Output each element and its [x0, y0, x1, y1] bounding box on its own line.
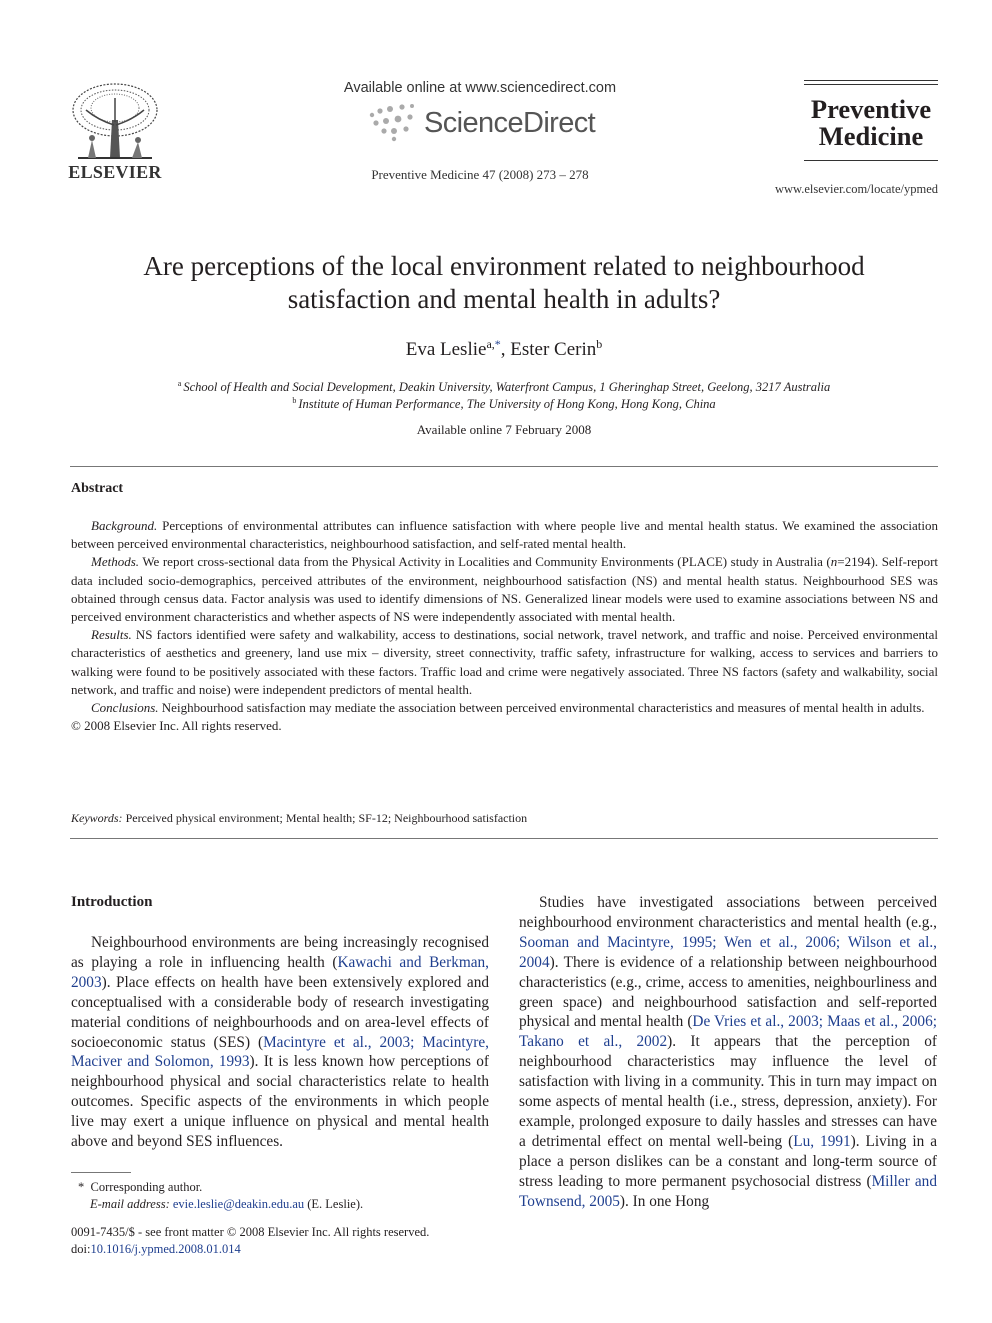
- doi-label: doi:: [71, 1242, 91, 1256]
- affiliation-a: [80, 379, 928, 395]
- abstract-label: Background.: [91, 518, 158, 533]
- affiliation-mark: a: [177, 379, 182, 388]
- keywords: [71, 811, 527, 826]
- affiliation-b: [80, 396, 928, 412]
- body-text: Neighbourhood environments are being increasingly recognised as playing a role in influencing health (: [71, 934, 489, 971]
- journal-url[interactable]: www.elsevier.com/locate/ypmed: [774, 182, 938, 196]
- footnote-mark: *: [78, 1180, 85, 1194]
- article-title-line1: Are perceptions of the local environment related to neighbourhood: [143, 251, 865, 281]
- footnote-rule: [71, 1172, 131, 1173]
- abstract-conclusions: [71, 699, 938, 717]
- keywords-list: Perceived physical environment; Mental health; SF-12; Neighbourhood satisfaction: [125, 811, 528, 825]
- body-text: ). Place effects on health have been extensively explored and conceptualised with a considerable body of research investigating material conditions of neighbourhoods and on area-level effects of socioeconomic status (SES) (: [71, 973, 489, 1051]
- abstract-background: [71, 517, 938, 553]
- body-text: ). It is less known how perceptions of neighbourhood physical and social characteristics relate to health outcomes. Specific aspects of the environments in which people live may exert a unique influence on physical and mental health above and beyond SES influences.: [71, 1053, 489, 1151]
- abstract-methods: [71, 553, 938, 626]
- column-left: [71, 933, 489, 1152]
- section-heading-introduction: Introduction: [71, 894, 153, 910]
- affiliation-text: Institute of Human Performance, The University of Hong Kong, Hong Kong, China: [298, 397, 716, 411]
- affiliation-text: School of Health and Social Development, Deakin University, Waterfront Campus, 1 Gheringhap Street, Geelong, 3217 Australia: [183, 380, 831, 394]
- affiliation-mark: b: [292, 396, 297, 405]
- column-right: [519, 893, 937, 1212]
- journal-title: [804, 96, 938, 150]
- publisher-name: ELSEVIER: [68, 162, 162, 182]
- sciencedirect-wordmark: ScienceDirect: [424, 107, 596, 139]
- article-title-line2: satisfaction and mental health in adults?: [287, 284, 721, 314]
- journal-title-line2: Medicine: [818, 121, 924, 151]
- issn-footer: [71, 1224, 429, 1258]
- abstract-text: =2194). Self-report data included socio-demographics, perceived attributes of the environment, neighbourhood satisfaction (NS) and mental health status. Neighbourhood SES was obtained through census data. Factor analysis was used to identify dimensions of NS. Generalized linear models were used to examine associations between NS and perceived environment characteristics and whether aspects of NS were independently associated with mental health.: [71, 554, 939, 625]
- journal-rule-top-2: [804, 84, 938, 85]
- abstract-label: Conclusions.: [91, 700, 159, 716]
- body-text: ). Living in a place a person dislikes can be a constant and long-term source of stress leading to more permanent psychosocial distress (: [519, 1132, 937, 1190]
- abstract-text: Perceptions of environmental attributes can influence satisfaction with where people live and mental health status. We examined the association between perceived environmental characteristics, neighbourhood satisfaction, and self-rated mental health.: [71, 518, 938, 552]
- journal-citation: Preventive Medicine 47 (2008) 273 – 278: [371, 167, 589, 182]
- body-text: ). In one Hong: [619, 1192, 710, 1210]
- author-affiliation-mark: a,: [486, 337, 495, 351]
- doi-link[interactable]: 10.1016/j.ypmed.2008.01.014: [90, 1242, 241, 1256]
- journal-title-line1: Preventive: [810, 94, 932, 124]
- author-name[interactable]: Ester Cerin: [510, 339, 597, 360]
- body-text: Studies have investigated associations between perceived neighbourhood environment characteristics and mental health (e.g.,: [519, 894, 937, 931]
- abstract-rule-top: [70, 466, 938, 467]
- abstract-results: [71, 626, 938, 699]
- email-owner: (E. Leslie).: [307, 1197, 364, 1211]
- keywords-label: Keywords:: [71, 811, 123, 825]
- footnote-text: Corresponding author.: [90, 1180, 203, 1194]
- article-title: [80, 250, 928, 316]
- corresponding-author-mark[interactable]: *: [494, 337, 501, 351]
- sciencedirect-logo: [364, 101, 596, 143]
- abstract-copyright: © 2008 Elsevier Inc. All rights reserved.: [71, 718, 282, 734]
- abstract-rule-bottom: [70, 838, 938, 839]
- journal-rule-bottom: [804, 160, 938, 161]
- citation-link[interactable]: Lu, 1991: [793, 1132, 851, 1150]
- author-list: Eva Leslie$^{a,*}$, Ester Cerin$^b$: [405, 337, 603, 360]
- body-text: ). There is evidence of a relationship between neighbourhood characteristics (e.g., crime, access to amenities, neighbourliness and green space) and neighbourhood satisfaction and self-reported physical and mental health (: [519, 953, 937, 1031]
- sample-size-symbol: n: [830, 554, 838, 570]
- journal-rule-top: [804, 80, 938, 81]
- available-online-banner[interactable]: Available online at www.sciencedirect.com: [343, 80, 617, 96]
- abstract-heading: Abstract: [71, 481, 124, 496]
- citation-link[interactable]: Miller and Townsend, 2005: [519, 1172, 937, 1210]
- abstract-text: Neighbourhood satisfaction may mediate the association between perceived environmental characteristics and measures of mental health in adults.: [161, 700, 925, 716]
- email-link[interactable]: evie.leslie@deakin.edu.au: [172, 1197, 305, 1211]
- email-label: E-mail address:: [90, 1197, 170, 1211]
- abstract-label: Results.: [91, 627, 132, 643]
- body-text: ). It appears that the perception of neighbourhood characteristics may influence the level of satisfaction with living in a community. This in turn may impact on some aspects of mental health (i.e., stress, depression, anxiety). For example, prolonged exposure to daily hassles and stresses can have a detrimental effect on mental well-being (: [519, 1033, 937, 1150]
- footnote-corresponding: [78, 1179, 363, 1213]
- sciencedirect-dots-icon: [364, 101, 424, 143]
- intro-paragraph-1: [71, 933, 489, 1152]
- intro-paragraph-2: [519, 893, 937, 1212]
- citation-link[interactable]: De Vries et al., 2003; Maas et al., 2006; Takano et al., 2002: [519, 1013, 937, 1051]
- abstract-text: We report cross-sectional data from the Physical Activity in Localities and Community Environments (PLACE) study in Australia (: [142, 554, 831, 570]
- citation-link[interactable]: Macintyre et al., 2003; Macintyre, Maciver and Solomon, 1993: [71, 1033, 489, 1071]
- abstract-label: Methods.: [91, 554, 140, 570]
- citation-link[interactable]: Kawachi and Berkman, 2003: [71, 953, 489, 991]
- citation-link[interactable]: Sooman and Macintyre, 1995; Wen et al., 2006; Wilson et al., 2004: [519, 933, 937, 971]
- available-online-date: Available online 7 February 2008: [416, 422, 592, 437]
- issn-text: 0091-7435/$ - see front matter © 2008 Elsevier Inc. All rights reserved.: [71, 1225, 430, 1239]
- abstract-body: [71, 517, 938, 735]
- author-affiliation-mark: b: [596, 337, 603, 351]
- author-name[interactable]: Eva Leslie: [405, 339, 487, 360]
- abstract-text: NS factors identified were safety and walkability, access to destinations, social network, travel network, and traffic and noise. Perceived environmental characteristics of aesthetics and greenery, land use mix – diversity, street connectivity, traffic safety, infrastructure for walking, access to services and barriers to walking were found to be positively associated with these factors. Traffic load and crime were negatively associated. Three NS factors (safety and walkability, social network, and traffic and noise) were independent predictors of mental health.: [71, 627, 938, 697]
